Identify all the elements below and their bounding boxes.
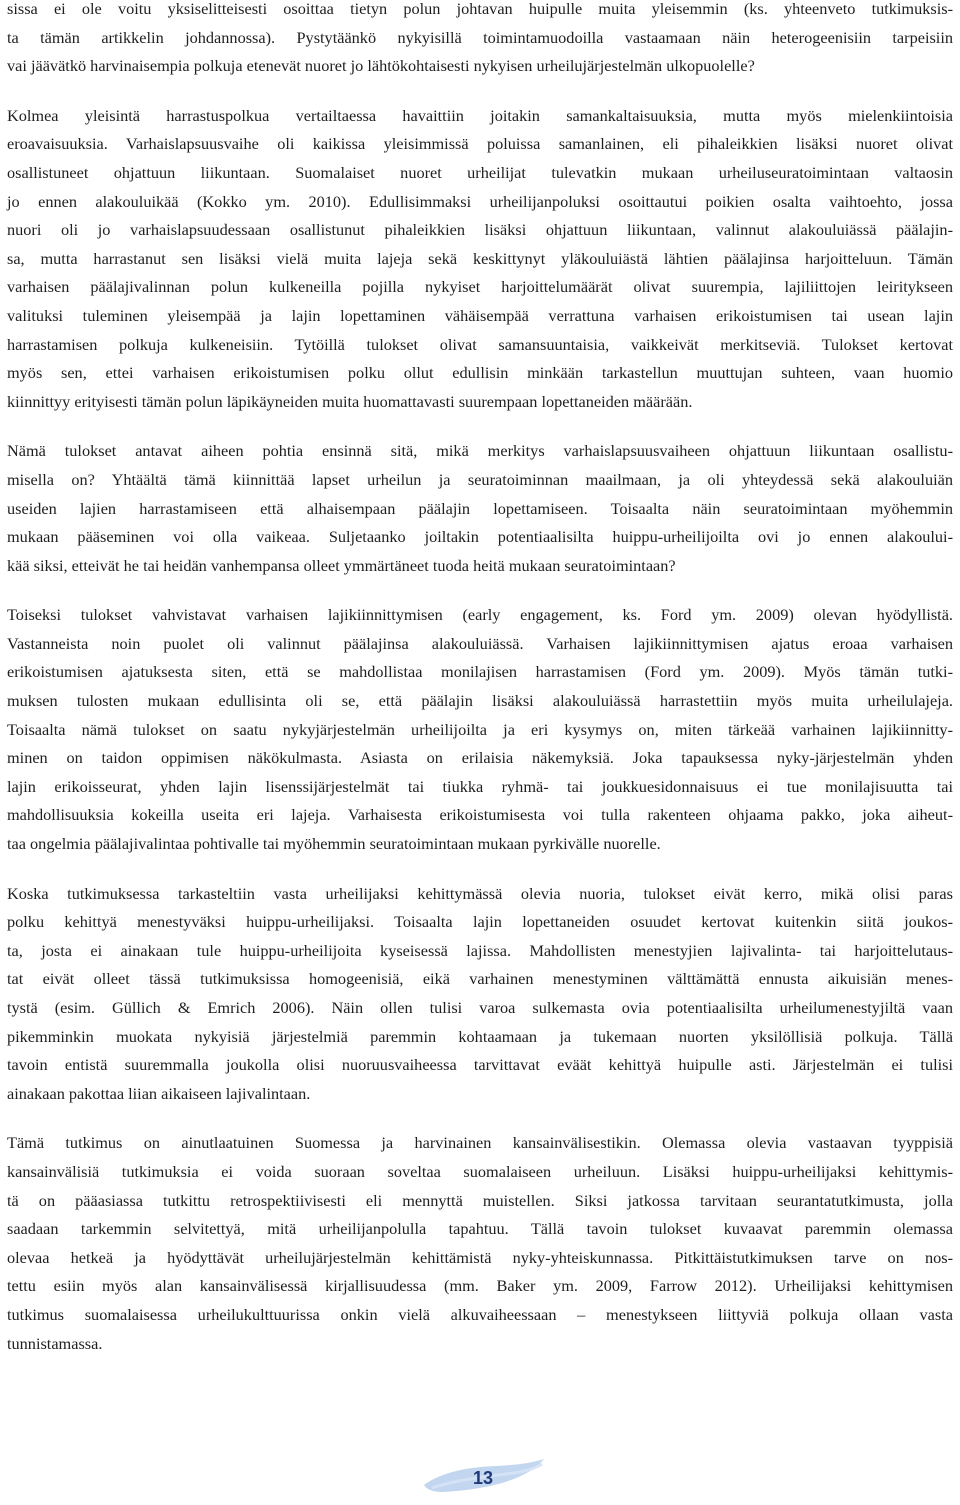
- text-line: sissa ei ole voitu yksiselitteisesti osoittaa tietyn polun johtavan huipulle muita yleisemmin (ks. yhteenveto tutkimuksis-: [7, 0, 953, 18]
- text-line: tavoin entistä suuremmalla joukolla olisi nuoruusvaiheessa tarvittavat eväät kehittyä huipulle asti. Järjestelmän ei tulisi: [7, 1055, 953, 1075]
- text-line: Tämä tutkimus on ainutlaatuinen Suomessa ja harvinainen kansainvälisestikin. Olemassa olevia vastaavan tyyppisiä: [7, 1133, 953, 1153]
- text-line: muksen tulosten mukaan edullisinta oli se, että päälajin lisäksi alakouluiässä harrastettiin myös muita urheilulajeja.: [7, 691, 953, 711]
- text-line: mahdollisuuksia kokeilla useita eri lajeja. Varhaisesta erikoistumisesta voi tulla rakenteen ohjaama pakko, joka aiheut-: [7, 805, 953, 825]
- text-line: minen on taidon oppimisen näkökulmasta. Asiasta on erilaisia näkemyksiä. Joka tapauksessa nyky-järjestelmän yhden: [7, 748, 953, 768]
- paragraph-2: [7, 102, 953, 417]
- text-line: mukaan pääseminen voi olla vaikeaa. Suljetaanko joiltakin potentiaalisilta huippu-urheilijoilta ovi jo ennen alakoului-: [7, 527, 953, 547]
- text-line: pikemminkin muokata nykyisiä järjestelmiä paremmin kohtaamaan ja tukemaan nuorten yksilöllisiä polkuja. Tällä: [7, 1026, 953, 1046]
- text-line: jo ennen alakouluikää (Kokko ym. 2010). Edullisimmaksi urheilijanpoluksi osoittautui poikien osalta vaihtoehto, jossa: [7, 191, 953, 211]
- text-line: lajin erikoisseurat, yhden lajin lisenssijärjestelmät tai tiukka ryhmä- tai joukkuesidonnaisuus ei tue monilajisuutta tai: [7, 776, 953, 796]
- paragraph-4: [7, 601, 953, 858]
- text-line: varhaisen päälajivalinnan polun kulkeneilla pojilla nykyiset harjoittelumäärät olivat suurempia, lajiliittojen leiritykseen: [7, 277, 953, 297]
- text-line: kää siksi, etteivät he tai heidän vanhempansa olleet ymmärtäneet tuoda heitä mukaan seuratoimintaan?: [7, 555, 676, 575]
- text-line: tat eivät olleet tässä tutkimuksissa homogeenisiä, eikä varhainen menestyminen välttämättä ennusta aikuisiän menes-: [7, 969, 953, 989]
- text-line: erikoistumisen ajatuksesta siten, että se mahdollistaa monilajisen harrastamisen (Ford ym. 2009). Myös tämän tutki-: [7, 662, 953, 682]
- text-line: tettu esiin myös alan kansainvälisessä kirjallisuudessa (mm. Baker ym. 2009, Farrow 2012). Urheilijaksi kehittymisen: [7, 1276, 953, 1296]
- text-line: polku kehittyä menestyväksi huippu-urheilijaksi. Toisaalta lajin lopettaneiden osuudet kertovat kuitenkin siitä joukos-: [7, 912, 953, 932]
- text-line: olevaa hetkeä ja hyödyttävät urheilujärjestelmän kehittämistä nyky-yhteiskunnassa. Pitkittäistutkimuksen tarve on nos-: [7, 1247, 953, 1267]
- text-line: tunnistamassa.: [7, 1333, 103, 1353]
- text-line: harrastamisen polkuja kulkeneisiin. Tytöillä tulokset olivat samansuuntaisia, vaikkeivät merkitseviä. Tulokset kertovat: [7, 334, 953, 354]
- text-line: misella on? Yhtäältä tämä kiinnittää lapset urheilun ja seuratoiminnan maailmaan, ja oli yhteydessä sekä alakouluiän: [7, 469, 953, 489]
- text-line: saadaan tarkemmin selvitettyä, mitä urheilijanpolulla tapahtuu. Tällä tavoin tulokset kuvaavat paremmin olemassa: [7, 1219, 953, 1239]
- text-line: Kolmea yleisintä harrastuspolkua vertailtaessa havaittiin joitakin samankaltaisuuksia, mutta myös mielenkiintoisia: [7, 105, 953, 125]
- article-body: [7, 0, 953, 1379]
- text-line: nuori oli jo varhaislapsuudessaan osallistunut pihaleikkien lisäksi ohjattuun liikuntaan, valinnut alakouluiässä päälajin-: [7, 220, 953, 240]
- text-line: Toiseksi tulokset vahvistavat varhaisen lajikiinnittymisen (early engagement, ks. Ford ym. 2009) olevan hyödyllistä.: [7, 605, 953, 625]
- text-line: taa ongelmia päälajivalintaa pohtivalle tai myöhemmin seuratoimintaan mukaan pyrkivälle nuorelle.: [7, 834, 661, 854]
- text-line: Vastanneista noin puolet oli valinnut päälajinsa alakouluiässä. Varhaisen lajikiinnittymisen ajatus eroaa varhaisen: [7, 633, 953, 653]
- text-line: vai jäävätkö harvinaisempia polkuja etenevät nuoret jo lähtökohtaisesti nykyisen urheilujärjestelmän ulkopuolelle?: [7, 56, 755, 76]
- text-line: ta tämän artikkelin johdannossa). Pystytäänkö nykyisillä toimintamuodoilla vastaamaan näin heterogeenisiin tarpeisiin: [7, 27, 953, 47]
- text-line: kansainvälisiä tutkimuksia ei voida suoraan soveltaa suomalaiseen urheiluun. Lisäksi huippu-urheilijaksi kehittymis-: [7, 1161, 953, 1181]
- text-line: tystä (esim. Güllich & Emrich 2006). Näin ollen tulisi varoa sulkemasta ovia potentiaalisilta urheilumenestyjiltä vaan: [7, 998, 953, 1017]
- paragraph-5: [7, 880, 953, 1109]
- text-line: valituksi tuleminen yleisempää ja lajin lopettaminen vähäisempää verrattuna varhaisen erikoistumisen tai usean lajin: [7, 305, 953, 325]
- text-line: useiden lajien harrastamiseen että alhaisempaan päälajin lopettamiseen. Toisaalta näin seuratoimintaan myöhemmin: [7, 498, 953, 518]
- text-line: osallistuneet ohjattuun liikuntaan. Suomalaiset nuoret urheilijat tulevatkin mukaan urheiluseuratoimintaan valtaosin: [7, 162, 953, 182]
- text-line: tutkimus suomalaisessa urheilukulttuurissa onkin vielä alkuvaiheessaan – menestykseen liittyviä polkuja ollaan vasta: [7, 1304, 953, 1324]
- text-line: Toisaalta nämä tulokset on saatu nykyjärjestelmän urheilijoilta ja eri kysymys on, miten tärkeää varhainen lajikiinnitty-: [7, 719, 953, 739]
- text-line: Koska tutkimuksessa tarkasteltiin vasta urheilijaksi kehittymässä olevia nuoria, tulokset eivät kerro, mikä olisi paras: [7, 883, 953, 903]
- text-line: eroavaisuuksia. Varhaislapsuusvaihe oli kaikissa yleisimmissä poluissa samanlainen, eli pihaleikkien lisäksi nuoret olivat: [7, 134, 953, 154]
- text-line: ta, josta ei ainakaan tule huippu-urheilijoita kyseisessä lajissa. Mahdollisten menestyjien lajivalinta- tai harjoittelutaus-: [7, 940, 953, 960]
- paragraph-3: [7, 437, 953, 580]
- paragraph-1: [7, 0, 953, 81]
- text-line: kiinnittyy erityisesti tämän polun läpikäyneiden muita huomattavasti suurempaan lopettaneiden määrään.: [7, 391, 693, 411]
- page-footer: [418, 1455, 548, 1499]
- text-line: myös sen, ettei varhaisen erikoistumisen polku ollut edullisin minkään tarkastellun muuttujan suhteen, vaan huomio: [7, 363, 953, 383]
- text-line: tä on pääasiassa tutkittu retrospektiivisesti eli mennyttä muistellen. Siksi jatkossa tarvitaan seurantatutkimusta, jolla: [7, 1190, 953, 1210]
- text-line: sa, mutta harrastanut sen lisäksi vielä muita lajeja sekä keskittynyt yläkouluiästä lähtien päälajinsa harjoitteluun. Tämän: [7, 248, 953, 268]
- text-line: Nämä tulokset antavat aiheen pohtia ensinnä sitä, mikä merkitys varhaislapsuusvaiheen ohjattuun liikuntaan osallistu-: [7, 441, 953, 461]
- paragraph-6: [7, 1129, 953, 1358]
- text-line: ainakaan pakottaa liian aikaiseen lajivalintaan.: [7, 1083, 311, 1103]
- page-number: 13: [472, 1468, 494, 1488]
